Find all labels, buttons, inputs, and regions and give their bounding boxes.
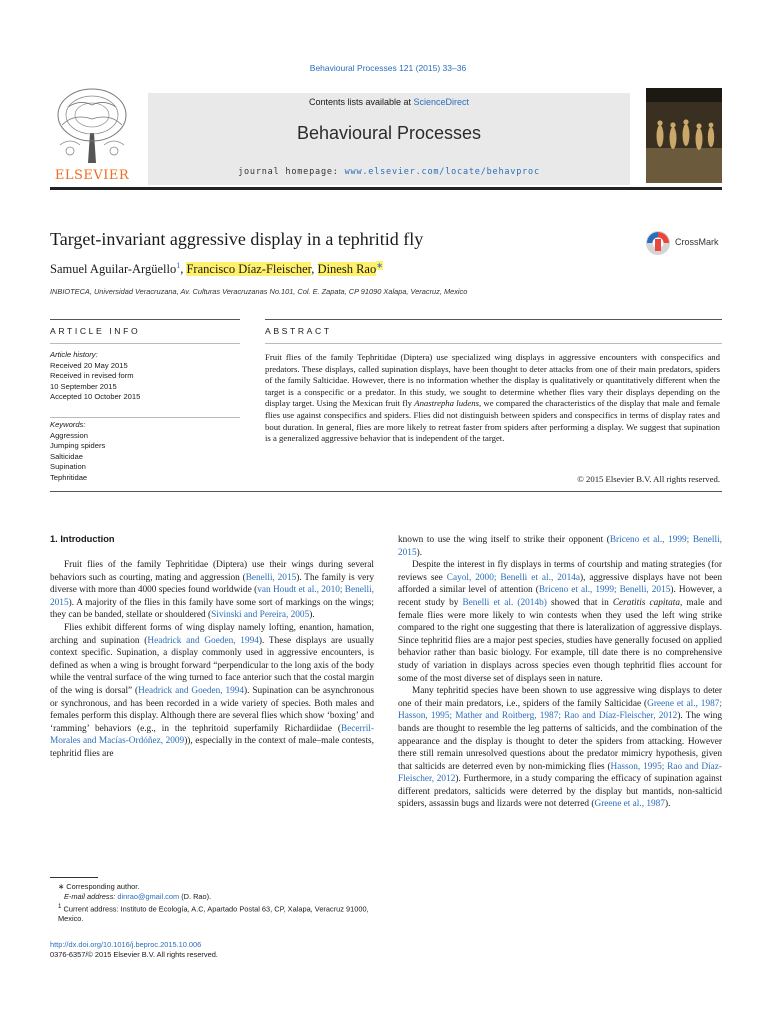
article-info-heading: ARTICLE INFO bbox=[50, 326, 141, 336]
citation-link[interactable]: van Houdt et al., 2010; Benelli, 2015 bbox=[50, 585, 374, 608]
history-item: Accepted 10 October 2015 bbox=[50, 392, 141, 402]
author-footnote-mark[interactable]: ∗ bbox=[376, 261, 383, 270]
sciencedirect-link[interactable]: ScienceDirect bbox=[413, 97, 470, 107]
crossmark-icon bbox=[645, 230, 671, 256]
journal-header bbox=[50, 85, 722, 185]
crossmark-badge[interactable] bbox=[645, 230, 725, 256]
elsevier-tree-icon bbox=[50, 85, 134, 165]
citation-link[interactable]: Cayol, 2000; Benelli et al., 2014a bbox=[446, 572, 580, 583]
history-label: Article history: bbox=[50, 350, 98, 359]
header-divider bbox=[50, 187, 722, 190]
citation-link[interactable]: Benelli et al. (2014b) bbox=[462, 597, 547, 608]
abstract-heading: ABSTRACT bbox=[265, 326, 332, 336]
keyword: Tephritidae bbox=[50, 472, 88, 482]
journal-homepage: journal homepage: www.elsevier.com/locate/behavproc bbox=[238, 167, 540, 177]
journal-cover-image bbox=[646, 88, 722, 183]
article-info-rule bbox=[50, 319, 240, 320]
author-name[interactable]: Dinesh Rao bbox=[317, 262, 377, 277]
contents-line: Contents lists available at ScienceDirect bbox=[308, 97, 470, 107]
article-info-subrule bbox=[50, 343, 240, 344]
body-column-left bbox=[50, 559, 374, 761]
journal-citation[interactable]: Behavioural Processes 121 (2015) 33–36 bbox=[309, 63, 467, 73]
footnote-rule bbox=[50, 877, 98, 878]
citation-link[interactable]: Becerril-Morales and Macías-Ordóñez, 2009 bbox=[50, 723, 374, 747]
citation-link[interactable]: Briceno et al., 1999; Benelli, 2015 bbox=[538, 585, 671, 596]
journal-masthead bbox=[148, 93, 630, 185]
history-item: 10 September 2015 bbox=[50, 381, 117, 391]
keyword: Salticidae bbox=[50, 451, 83, 461]
species-name: Anastrepha ludens bbox=[414, 398, 479, 409]
citation-link[interactable]: Headrick and Goeden, 1994 bbox=[147, 635, 259, 646]
citation-link[interactable]: Briceno et al., 1999; Benelli, 2015 bbox=[398, 535, 722, 558]
citation-link[interactable]: Benelli, 2015 bbox=[245, 572, 297, 583]
citation-link[interactable]: Hasson, 1995; Rao and Díaz-Fleischer, 2012 bbox=[398, 761, 722, 785]
citation-link[interactable]: Greene et al., 1987; Hasson, 1995; Mather and Roitberg, 1987; Rao and Díaz-Fleischer, 2012 bbox=[398, 698, 722, 722]
history-item: Received in revised form bbox=[50, 371, 134, 381]
author-name[interactable]: Francisco Díaz-Fleischer bbox=[186, 262, 312, 277]
body-paragraph: known to use the wing itself to strike their opponent (Briceno et al., 1999; Benelli, 2015). bbox=[398, 535, 722, 558]
article-title: Target-invariant aggressive display in a tephritid fly bbox=[50, 229, 424, 249]
crossmark-label: CrossMark bbox=[675, 237, 719, 247]
issn-line: 0376-6357/© 2015 Elsevier B.V. All rights reserved. bbox=[50, 950, 218, 959]
footnote-mark: 1 bbox=[58, 903, 62, 910]
abstract-subrule bbox=[265, 343, 722, 344]
abstract-rule bbox=[265, 319, 722, 320]
body-paragraph: Despite the interest in fly displays in terms of courtship and mating strategies (for reviews see Cayol, 2000; Benelli et al., 2014a), aggressive displays have not been afforded a similar level of attention (Briceno et al., 1999; Benelli, 2015). However, a recent study by Benelli et al. (2014b) showed that in Ceratitis capitata, male and female flies were more likely to win contests when they used the left wing strike compared to the right one suggesting that there is lateralization of aggressive displays. Since tephritid flies are a major pest species, studies have generally focused on applied behavior rather than basic biology. For example, till date there is no comprehensive study of variation in displays across species even though tephritid flies account for some of the most diverse set of displays seen in nature. bbox=[398, 560, 723, 684]
citation-link[interactable]: Headrick and Goeden, 1994 bbox=[138, 685, 245, 696]
elsevier-logo bbox=[50, 85, 134, 185]
doi-block bbox=[50, 940, 218, 960]
abstract-copyright: © 2015 Elsevier B.V. All rights reserved. bbox=[577, 474, 720, 484]
keywords-label: Keywords: bbox=[50, 420, 86, 429]
body-paragraph: Many tephritid species have been shown to use aggressive wing displays to deter one of their main predators, i.e., spiders of the family Salticidae (Greene et al., 1987; Hasson, 1995; Mather and Roitberg, 1987; Rao and Díaz-Fleischer, 2012). The wing bands are thought to resemble the leg patterns of salticids, and the combination of the appearance and the display is thought to deter the spiders from attacking. However there still remain unresolved questions about the predator mimicry hypothesis, given that salticids are deterred even by non-mimicking flies (Hasson, 1995; Rao and Díaz-Fleischer, 2012). Furthermore, in a study comparing the efficacy of supination against different predators, salticids were deterred by the display but mantids, non-salticid spiders, assassin bugs and lizards were not deterred (Greene et al., 1987). bbox=[398, 686, 723, 810]
citation-link[interactable]: Sivinski and Pereira, 2005 bbox=[211, 610, 310, 621]
current-address-note: Current address: Instituto de Ecología, A.C, Apartado Postal 63, CP, Xalapa, Veracruz 91000, Mexico. bbox=[58, 904, 369, 924]
author-footnote-mark[interactable]: 1 bbox=[176, 261, 181, 270]
author-name[interactable]: Samuel Aguilar-Argüello bbox=[50, 262, 177, 277]
keyword: Supination bbox=[50, 462, 86, 472]
keywords bbox=[50, 420, 250, 484]
corresponding-author-note: Corresponding author. bbox=[66, 882, 140, 891]
keyword: Jumping spiders bbox=[50, 441, 106, 451]
abstract-text: Fruit flies of the family Tephritidae (Diptera) use specialized wing displays in aggressive encounters with conspecifics and predators. These displays, called supination displays, have been thought to deter attacks from one of their main predators, spiders of the family Salticidae. However, there is no information whether the display is qualitatively or quantitatively different when the target is a conspecific or a predator. In this study, we sought to determine whether flies vary their displays depending on the display target. Using the Mexican fruit fly Anastrepha ludens, we compared the characteristics of the display that male and female flies use against conspecifics and spiders. Flies did not distinguish between spiders and conspecifics in terms of display rates and bout duration. In general, flies are more likely to retreat faster from spiders after performing a display. We suggest that supination is a generalized aggressive behavior that is independent of the target. bbox=[265, 352, 720, 444]
history-item: Received 20 May 2015 bbox=[50, 360, 128, 370]
footnote-mark: ∗ bbox=[58, 882, 65, 891]
journal-homepage-link[interactable]: www.elsevier.com/locate/behavproc bbox=[344, 167, 540, 177]
body-column-right bbox=[398, 534, 722, 811]
body-paragraph: Fruit flies of the family Tephritidae (Diptera) use their wings during several behaviors such as courting, mating and aggression (Benelli, 2015). The family is very diverse with more than 4000 species found worldwide (van Houdt et al., 2010; Benelli, 2015). A majority of the flies in this family have some sort of markings on the wings; they can be banded, stellate or shouldered (Sivinski and Pereira, 2005). bbox=[50, 560, 375, 621]
doi-link[interactable]: http://dx.doi.org/10.1016/j.beproc.2015.10.006 bbox=[50, 940, 202, 949]
meerkats-cover-icon bbox=[646, 88, 722, 183]
author-list: Samuel Aguilar-Argüello$^1$, Francisco Díaz-Fleischer, Dinesh Rao∗ bbox=[50, 261, 383, 277]
front-matter-bottom-rule bbox=[50, 491, 722, 492]
email-link[interactable]: dinrao@gmail.com bbox=[117, 892, 180, 901]
keywords-rule bbox=[50, 417, 240, 418]
species-name: Ceratitis capitata bbox=[612, 597, 680, 608]
body-paragraph: Flies exhibit different forms of wing display namely lofting, enantion, hamation, arching and supination (Headrick and Goeden, 1994). These displays are usually context specific. Supination, a display commonly used in aggressive encounters, is defined as when a wing is brought forward “perpendicular to the long axis of the body while the ventral surface of the wing turned to face anterior such that the costal margin of the wing is dorsal” (Headrick and Goeden, 1994). Supination can be asynchronous or synchronous, and has been recorded in a wide variety of species. Both males and females perform this display. Although there are several flies which show ‘boxing’ and ‘ramming’ behaviors (e.g., in the tephritoid superfamily Richardiidae (Becerril-Morales and Macías-Ordóñez, 2009)), especially in the context of male–male contests, tephritid flies are bbox=[50, 622, 374, 759]
keyword: Aggression bbox=[50, 430, 88, 440]
citation-link[interactable]: Greene et al., 1987 bbox=[594, 799, 665, 810]
elsevier-wordmark: ELSEVIER bbox=[54, 168, 130, 183]
footnotes: ∗ Corresponding author. E-mail address: dinrao@gmail.com (D. Rao). $^1$ Current address: Instituto de Ecología, A.C, Apartado Postal 63, CP, Xalapa, Veracruz 91000, Mexico. bbox=[58, 882, 369, 924]
article-history bbox=[50, 350, 250, 403]
affiliation: INBIOTECA, Universidad Veracruzana, Av. Culturas Veracruzanas No.101, Col. E. Zapata, CP 91090 Xalapa, Veracruz, Mexico bbox=[50, 287, 468, 296]
journal-title: Behavioural Processes bbox=[296, 123, 482, 143]
section-heading: 1. Introduction bbox=[50, 534, 115, 544]
